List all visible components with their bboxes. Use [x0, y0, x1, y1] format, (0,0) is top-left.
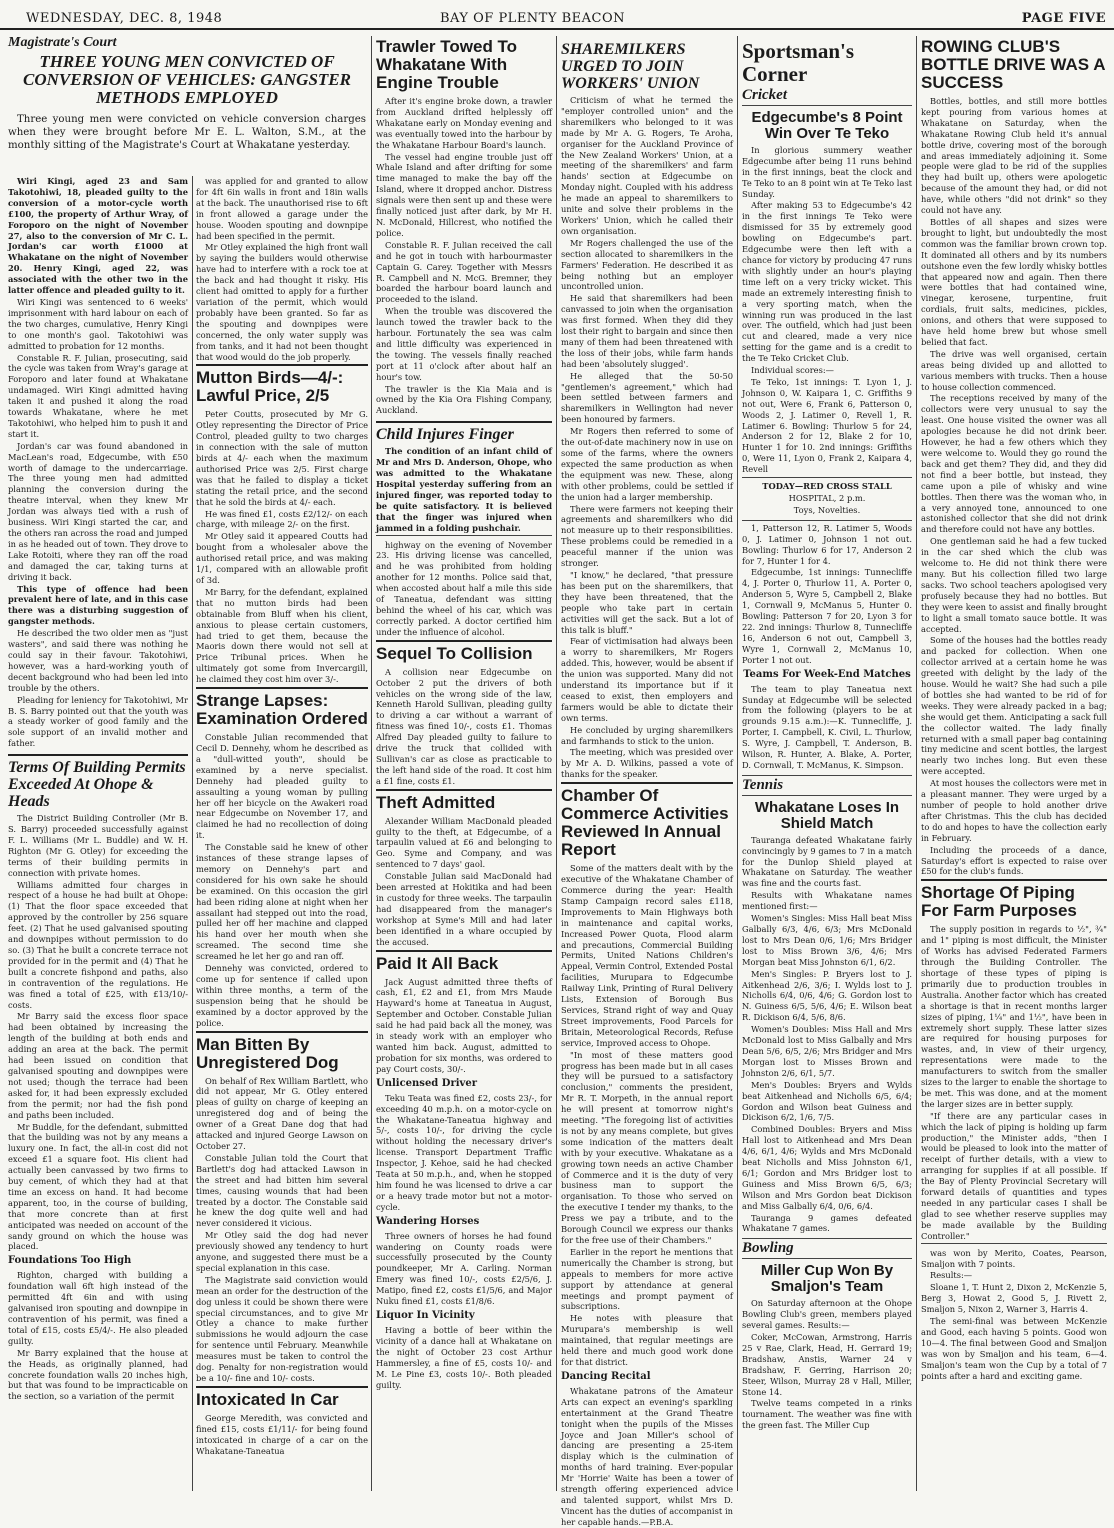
rowing-para: Bottles, bottles, and still more bottles kept pouring from various homes at Whakatane on Saturday, when the Whakatane Rowing Club held it's annual bottle drive, covering most of the borough and areas immediately adjoining it. Some people were glad to be rid of the supplies they had built up, others were apologetic because of the amount they had, or did not have, while others "did not drink" so they could not have any. — [921, 96, 1107, 216]
tennis-para: Tauranga defeated Whakatane fairly convincingly by 9 games to 7 in a match for the Dunlop Shield played at Whakatane on Saturday. The weather was fine and the courts fast. — [742, 834, 912, 889]
cricket-para: 1, Patterson 12, R. Latimer 5, Woods 0, J. Latimer 0, Johnson 1 not out. Bowling: Thurlow 6 for 17, Anderson 2 for 7, Hunter 1 for 4. — [742, 522, 912, 566]
tennis-para: Results with Whakatane names mentioned first:— — [742, 890, 912, 912]
court-para: was applied for and granted to allow for 4ft 6in walls in front and 18in walls at the back. The unauthorised rise to 6ft in front allowed a garage under the house. Wooden spouting and downpipe had been specified in the permit. — [196, 176, 368, 241]
horses-headline: Wandering Horses — [376, 1215, 480, 1227]
trawler-para: After it's engine broke down, a trawler from Auckland drifted helplessly off Whakatane early on Monday evening and was eventually towed into the harbour by the Whakatane Harbour Board's launch. — [376, 96, 552, 150]
miller-continued: Sloane 1, T. Hunt 2, Dixon 2, McKenzie 5, Berg 3, Howat 2, Good 5, J. Rivett 2, Smaljon 5, Nixon 2, Warner 3, Harris 4. — [921, 1282, 1107, 1315]
court-para: This type of offence had been prevalent here of late, and in this case there was a disturbing suggestion of gangster methods. — [8, 583, 188, 627]
intox-headline: Intoxicated In Car — [196, 1386, 368, 1409]
lapses-para: Dennehy was convicted, ordered to come up for sentence if called upon within three months, a term of the suspension being that he should be examined by a doctor approved by the police. — [196, 963, 368, 1028]
court-para: Mr Otley explained the high front wall by saying the builders would otherwise have had to interfere with a rock toe at the back and had thought it risky. His client had omitted to apply for a further variation of the permit, which would probably have been granted. So far as the spouting and downpipes were concerned, the only water supply was from tanks, and it had not been thought that wood would do the job properly. — [196, 242, 368, 362]
mutton-para: Mr Otley said it appeared Coutts had bought from a wholesaler above the authorised retail price, and was making 1/1, compared with an allowable profit of 3d. — [196, 531, 368, 585]
bowling-para: On Saturday afternoon at the Ohope Bowling Club's green, members played several games. Results:— — [742, 1298, 912, 1331]
rowing-para: One gentleman said he had a few tucked in the car shed which the club was welcome to. He did not think there were many. But his collection filled two large sacks. Two school teachers apologised very profusely because they had no bottles. But they were keen to assist and finally brought to light a small tomato sauce bottle. It was accepted. — [921, 536, 1107, 634]
column-rule — [916, 36, 917, 1491]
issue-date: WEDNESDAY, DEC. 8, 1948 — [26, 11, 223, 26]
share-para: Fear of victimisation had always been a worry to sharemilkers, Mr Rogers added. This, however, would be absent if the union was supported. Many did not understand its importance but if it ceased to exist, then employers and farmers would be able to dictate their own terms. — [561, 636, 733, 723]
dancing-para: Whakatane patrons of the Amateur Arts can expect an evening's sparkling entertainment at the Grand Theatre tonight when the pupils of the Misses Joyce and Joan Miller's school of dancing are presenting a 25-item display which is the culmination of months of hard training. Ever-popular Mr 'Horrie' Waite has been a tower of strength offering experienced advice and talented support, whilst Mrs D. Vincent has the duties of accompanist in her capable hands.—P.B.A. — [561, 1385, 733, 1527]
bowling-para: Coker, McCowan, Armstrong, Harris 25 v Rae, Clark, Head, H. Gerrard 19; Bradshaw, Anstis, Warner 24 v Bradshaw, F. Gerring, Harrison 20; Steer, Wilson, Murray 28 v Hall, Miller, Stone 14. — [742, 1332, 912, 1397]
tennis-para: Men's Singles: P. Bryers lost to J. Aitkenhead 2/6, 3/6; I. Wylds lost to J. Nicholls 6/4, 0/6, 4/6; G. Gordon lost to N. Guiness 6/5, 5/6, 4/6; E. Wilson beat R. Dickison 6/4, 5/6, 8/6. — [742, 968, 912, 1023]
tennis-para: Men's Doubles: Bryers and Wylds beat Aitkenhead and Nicholls 6/5, 6/4; Gordon and Wilson beat Guiness and Dickison 6/2, 1/6, 7/5. — [742, 1079, 912, 1123]
paid-headline: Paid It All Back — [376, 950, 552, 973]
red-cross-ad — [742, 477, 912, 521]
miller-headline: Miller Cup Won By Smaljon's Team — [742, 1258, 912, 1295]
column-rule — [556, 36, 557, 1491]
finger-text: The condition of an infant child of Mr and Mrs D. Anderson, Ohope, who was admitted to the Whakatane Hospital yesterday suffering from an injured finger, was reported today to be quite satisfactory. It is believed that the finger was injured when jammed in a folding pushchair. — [376, 446, 552, 533]
share-para: Mr Rogers challenged the use of the section allocated to sharemilkers in the Farmers' Federation. He described it as being nothing but an employer uncontrolled union. — [561, 237, 733, 292]
column-rule — [371, 36, 372, 1491]
teams-para: The team to play Taneatua next Sunday at Edgecumbe will be selected from the following (players to be at grounds 9.15 a.m.):—K. Tunnecliffe, J. Porter, I. Campbell, K. Civil, L. Thurlow, S. Wyre, J. Campbell, T. Anderson, B. Wilson, R. Hunter, A. Blake, A. Porter, D. Cornwall, T. McManus, K. Simpson. — [742, 683, 912, 770]
theft-para: Alexander William MacDonald pleaded guilty to the theft, at Edgecumbe, of a tarpaulin valued at £6 and belonging to Geo. Syme and Company, and was sentenced to 7 days' gaol. — [376, 815, 552, 870]
column-2 — [196, 176, 368, 1491]
intox-para: George Meredith, was convicted and fined £15, costs £1/11/- for being found intoxicated in charge of a car on the Whakatane-Taneatua — [196, 1412, 368, 1456]
dog-para: Mr Otley said the dog had never previously showed any tendency to hurt anyone, and suggested there must be a special explanation in this case. — [196, 1230, 368, 1273]
court-deck: Three young men were convicted on vehicle conversion charges when they were brought before Mr E. L. Walton, S.M., at the monthly sitting of the Magistrate's Court at Whakatane yesterday. — [8, 113, 366, 151]
tennis-para: Women's Singles: Miss Hall beat Miss Galbally 6/3, 4/6, 6/3; Mrs McDonald lost to Mrs Dean 0/6, 1/6; Mrs Bridger lost to Miss Brown 3/6, 4/6; Mrs Morgan beat Miss Johnston 6/1, 6/2. — [742, 913, 912, 967]
sequel-headline: Sequel To Collision — [376, 640, 552, 663]
mutton-para: Peter Coutts, prosecuted by Mr G. Otley representing the Director of Price Control, pleaded guilty to two charges in connection with the sale of mutton birds at 4/- each when the maximum authorised Price was 2/5. First charge was that he failed to display a ticket stating the retail price, and the second that he sold the birds at 4/- each. — [196, 409, 368, 507]
theft-para: Constable Julian said MacDonald had been arrested at Hokitika and had been in custody for three weeks. The tarpaulin had disappeared from the manager's workshop at Syme's Mill and had later been identified in a whare occupied by the accused. — [376, 871, 552, 947]
rowing-para: The receptions received by many of the collectors were very unusual to say the least. One house visited the owner was all apologies because he did not drink beer. However, he had a few others which they were welcome to. Would they go round the back and get them? They did, and they did not find a beer bottle, but instead, they came upon a pile of whisky and wine bottles. Then there was the woman who, in a very annoyed tone, announced to one astonished collector that she did not drink and therefore could not have any bottles. — [921, 393, 1107, 535]
column-rule — [737, 36, 738, 1491]
building-para: Righton, charged with building a foundation wall 6ft high instead of the permitted 4ft 6in and with using galvanised iron spouting and downpipe in contravention of his permit, was fined a total of £15, costs £5/4/-. He also pleaded guilty. — [8, 1270, 188, 1346]
tennis-para: Combined Doubles: Bryers and Miss Hall lost to Aitkenhead and Mrs Dean 4/6, 6/1, 4/6; Wylds and Mrs McDonald beat Nicholls and Miss Johnston 6/1, 6/1; Gordon and Mrs Bridger lost to Guiness and Miss Brown 6/5, 6/3; Wilson and Mrs Gordon beat Dickison and Miss Galbally 6/4, 0/6, 6/4. — [742, 1124, 912, 1211]
court-section-label: Magistrate's Court — [8, 35, 117, 50]
share-headline: SHAREMILKERS URGED TO JOIN WORKERS' UNION — [561, 41, 700, 92]
column-5 — [742, 36, 912, 1491]
unlicensed-para: Teku Teata was fined £2, costs 23/-, for exceeding 40 m.p.h. on a motor-cycle on the Whakatane-Taneatua highway and 5/-, costs 10/-, for driving the cycle without holding the necessary driver's license. Transport Department Traffic Inspector, J. Kehoe, said he had checked Teata at 50 m.p.h., and, when he stopped him found he was licensed to drive a car or a heavy trade motor but not a motor-cycle. — [376, 1092, 552, 1212]
chamber-para: He notes with pleasure that Murupara's membership is well maintained, that regular meetings are held there and much good work done for that district. — [561, 1313, 733, 1367]
trawler-headline: Trawler Towed To Whakatane With Engine Trouble — [376, 37, 518, 92]
paper-title: BAY OF PLENTY BEACON — [440, 11, 625, 26]
dog-headline: Man Bitten By Unregistered Dog — [196, 1031, 368, 1072]
mutton-para: He was fined £1, costs £2/12/- on each charge, with mileage 2/- on the first. — [196, 508, 368, 530]
rowing-para: Including the proceeds of a dance, Saturday's effort is expected to raise over £50 for the club's funds. — [921, 844, 1107, 877]
trawler-para: The trawler is the Kia Maia and is owned by the Kia Ora Fishing Company, Auckland. — [376, 383, 552, 416]
building-para: Williams admitted four charges in respect of a house he had built at Ohope: (1) That the floor space exceeded that approved by the controller by 256 square feet. (2) That he used galvanised spouting and downpipes without permission to do so. (3) That he built a concrete terrace not provided for in the permit and (4) That he built a concrete fishpond and paths, also in contravention of the regulations. He was fined a total of £25, with £13/10/- costs. — [8, 879, 188, 1010]
share-para: He concluded by urging sharemilkers and farmhands to stick to the union. — [561, 724, 733, 746]
trawler-para: The vessel had engine trouble just off Whale Island and after drifting for some time managed to make the bay off the Island, where it dropped anchor. Distress signals were then sent up and these were finally noticed just after dark, by Mr H. N. McDonald, Hillcrest, who notified the police. — [376, 151, 552, 238]
lapses-headline: Strange Lapses: Examination Ordered — [196, 687, 368, 728]
edgecumbe-headline: Edgecumbe's 8 Point Win Over Te Teko — [742, 105, 912, 142]
dog-para: The Magistrate said conviction would mean an order for the destruction of the dog unless it could be shown there were special circumstances, and to give Mr Otley a chance to make further submissions he would adjourn the case for sentence until February. Meanwhile measures must be taken to control the dog. Penalty for non-registration would be a 10/- fine and 10/- costs. — [196, 1274, 368, 1383]
court-headline: THREE YOUNG MEN CONVICTED OF CONVERSION OF VEHICLES: GANGSTER METHODS EMPLOYED — [23, 51, 351, 107]
mutton-para: Mr Barry, for the defendant, explained that no mutton birds had been obtainable from Bluff when his client, anxious to please certain customers, had tried to get them, because the Maoris down there would not sell at Price Tribunal prices. When he ultimately got some from Invercargill, he claimed they cost him over 3/-. — [196, 586, 368, 685]
piping-para: The supply position in regards to ½", ¾" and 1" piping is most difficult, the Minister of Works has advised Federated Farmers through the Building Controller. The shortage of these types of piping is primarily due to production troubles in Australia. Another factor which has created a shortage is that in recent months larger sizes of piping, 1¼" and 1½", have been in extremely short supply. These latter sizes are required for housing purposes for wastes, and, in view of their urgency, representations were made to the manufacturers to switch from the smaller sizes to the larger to enable the shortage to be met. This was done, and at the moment the larger sizes are in better supply. — [921, 924, 1107, 1109]
court-para: Wiri Kingi, aged 23 and Sam Takotohiwi, 18, pleaded guilty to the conversion of a motor-cycle worth £100, the property of Arthur Wray, of Foroporo on the night of November 27, also to the conversion of Mr C. L. Jordan's car worth £1000 at Whakatane on the night of November 20. Henry Kingi, aged 22, was associated with the other two in the latter offence and pleaded guilty to it. — [8, 176, 188, 296]
liquor-headline: Liquor In Vicinity — [376, 1310, 475, 1321]
rowing-para: The drive was well organised, certain areas being divided up and allotted to various members with trucks. Then a house to house collection commenced. — [921, 348, 1107, 392]
building-para: Mr Buddle, for the defendant, submitted that the building was not by any means a luxury one. In fact, the all-in cost did not exceed £1 a square foot. His client had actually been canvassed by two firms to buy cement, of which they had at that time an excess on hand. It had become apparent, too, in the course of building, that more concrete than at first anticipated was needed on account of the sandy ground on which the house was placed. — [8, 1121, 188, 1252]
rowing-para: Bottles of all shapes and sizes were brought to light, but undoubtedly the most common was the familiar brown crown top. It dominated all others and by its numbers outshone even the few lordly whisky bottles that appeared now and again. Then there were bottles that had contained wine, vinegar, kerosene, turpentine, fruit cordials, fruit salts, medicines, pickles, onions, and others that were supposed to have held home brew but whose smell belied that fact. — [921, 216, 1107, 347]
cricket-label: Cricket — [742, 87, 787, 103]
dog-para: On behalf of Rex William Bartlett, who did not appear, Mr G. Otley entered pleas of guilty on charge of keeping an unregistered dog and of being the owner of a Great Dane dog that had attacked and injured George Lawson on October 27. — [196, 1075, 368, 1151]
rowing-headline: ROWING CLUB'S BOTTLE DRIVE WAS A SUCCESS — [921, 37, 1105, 92]
court-header-block — [8, 36, 366, 171]
miller-continued: Results:— — [930, 1270, 973, 1281]
cricket-para: In glorious summery weather Edgecumbe after being 11 runs behind in the first innings, beat the clock and Te Teko to an 8 point win at Te Teko last Sunday. — [742, 144, 912, 199]
piping-para: "If there are any particular cases in which the lack of piping is holding up farm production," the Minister adds, "then I would be pleased to look into the matter of receipt of further details, with a view to arranging for supplies if at all possible. If the Bay of Plenty Provincial Secretary will forward details of quantities and types needed in any particular cases I shall be glad to see whether reserve supplies may be made available by the Building Controller." — [921, 1110, 1107, 1241]
chamber-para: Some of the matters dealt with by the executive of the Whakatane Chamber of Commerce during the year: Health Stamp Campaign record sales £118, Improvements to Main Highways both in maintenance and capital works, Increased Power Quota, Flood alarm and precautions, Commercial Building Permits, United Nations Children's Appeal, Vermin Control, Extended Postal facilities, Murupara to Edgecumbe Railway Link, Printing of Rural Delivery Lists, Extension of Borough Bus Services, Strand right of way and Quay Street improvements, Food Parcels for Britain, Meteorological Records, Refuse service, Improved access to Ohope. — [561, 863, 733, 1048]
chamber-para: "In most of these matters good progress has been made but in all cases they will be pursued to a satisfactory conclusion," comments the president, Mr R. T. Morpeth, in the annual report he will present at tomorrow night's meeting. "The foregoing list of activities is not by any means complete, but gives some indication of the matters dealt with by your executive. Whakatane as a growing town needs an active Chamber of Commerce and it is the duty of very business man to support the organisation. To those who served on the executive I tender my thanks, to the Press we pay a tribute, and to the Borough Council we express our thanks for the free use of their Chambers." — [561, 1049, 733, 1245]
share-para: The meeting, which was presided over by Mr A. D. Wilkins, passed a vote of thanks for the speaker. — [561, 747, 733, 780]
tennis-label: Tennis — [742, 775, 912, 791]
tennis-para: Women's Doubles: Miss Hall and Mrs McDonald lost to Miss Galbally and Mrs Dean 5/6, 6/5, 2/6; Mrs Bridger and Mrs Morgan lost to Misses Brown and Johnston 2/6, 6/1, 5/7. — [742, 1024, 912, 1078]
sequel-para: A collision near Edgecumbe on October 2 put the drivers of both vehicles on the wrong side of the law, Kenneth Harold Sullivan, pleading guilty to driving a car without a warrant of fitness was fined 10/-, costs £1. Thomas Alfred Day pleaded guilty to failure to drive the truck that collided with Sullivan's car as close as practicable to the left hand side of the road. It cost him a £1 fine, costs £1. — [376, 666, 552, 786]
column-3 — [376, 36, 552, 1491]
unlicensed-headline: Unlicensed Driver — [376, 1077, 477, 1089]
page-number: PAGE FIVE — [1021, 11, 1106, 26]
column-4 — [561, 36, 733, 1527]
rowing-para: Some of the houses had the bottles ready and packed for collection. When one collector arrived at a certain home he was greeted with delight by the lady of the house. Would he wait? She had such a pile of bottles she had wanted to be rid of for weeks. They were already packed in a bag; she would get them. Anticipating a sack full the collector waited. The lady finally returned with a small paper bag containing tiny medicine and scent bottles, the largest nearly two inches long. But even these were accepted. — [921, 635, 1107, 777]
dancing-headline: Dancing Recital — [561, 1370, 651, 1382]
share-para: Criticism of what he termed the "employer controlled union" and the sharemilkers who belonged to it was made by Mr A. G. Rogers, Te Aroha, organiser for the Auckland Province of the New Zealand Workers' Union, at a meeting of the sharemilkers' and farm hands' section at Edgecumbe on Monday night. Coupled with his address he made an appeal to sharemilkers to unite and solve their problems in the Workers' Union, which he called their own organisation. — [561, 95, 733, 236]
column-rule — [192, 176, 193, 1491]
share-para: He said that sharemilkers had been canvassed to join when the organisation was first formed. When they did they lost their right to bargain and since then many of them had been threatened with the loss of their jobs, while farm hands had been 'absolutely slugged'. — [561, 293, 733, 369]
cricket-para: Te Teko, 1st innings: T. Lyon 1, J. Johnson 0, W. Kaipara 1, C. Griffiths 9 not out, Were 6, Frank 6, Patterson 0, Woods 2, J. Latimer 0, Revell 1, R. Latimer 6. Bowling: Thurlow 5 for 24, Anderson 2 for 12, Blake 2 for 10, Hunter 1 for 10. 2nd innings: Griffiths 0, Were 11, Lyon 0, Frank 2, Kaipara 4, Revell — [742, 376, 912, 475]
tennis-para: Tauranga 9 games defeated Whakatane 7 games. — [742, 1212, 912, 1234]
theft-headline: Theft Admitted — [376, 789, 552, 812]
masthead — [0, 0, 1114, 30]
cricket-para: After making 53 to Edgecumbe's 42 in the first innings Te Teko were dismissed for 35 by extremely good bowling on Edgecumbe's part. Edgecumbe were then left with a chance for victory by producing 47 runs with slightly under an hour's playing time left on a very tricky wicket. This made an extremely interesting finish to a very sporting match, when the winning run was produced in the last over. The outfield, which had just been cut and cleared, made a very nice setting for the game and is a credit to the Te Teko Cricket Club. — [742, 200, 912, 364]
miller-continued: The semi-final was between McKenzie and Good, each having 5 points. Good won 10—4. The final between Good and Smaljon was won by Smaljon and his team, 6—4. Smaljon's team won the Cup by a total of 7 points after a hard and exciting game. — [921, 1316, 1107, 1381]
intox-continued: highway on the evening of November 23. His driving license was cancelled, and he was prohibited from holding another for 12 months. Police said that, when accosted about half a mile this side of Taneatua, defendant was sitting behind the wheel of his car, which was correctly parked. A doctor certified him under the influence of alcohol. — [376, 535, 552, 638]
liquor-para: Having a bottle of beer within the vicinity of a dance hall at Whakatane on the night of October 23 cost Arthur Hammersley, a fine of £5, costs 10/- and M. Le Pine £3, costs 10/-. Both pleaded guilty. — [376, 1325, 552, 1390]
bowling-label: Bowling — [742, 1238, 912, 1254]
share-para: Mr Rogers then referred to some of the out-of-date machinery now in use on some of the farms, where the owners expected the same production as when the equipment was new. These, along with other problems, could be settled if the union had a larger membership. — [561, 426, 733, 502]
building-headline: Terms Of Building Permits Exceeded At Ohope & Heads — [8, 754, 188, 810]
chamber-headline: Chamber Of Commerce Activities Reviewed In Annual Report — [561, 782, 733, 859]
ad-title: TODAY—RED CROSS STALL — [762, 481, 892, 492]
paid-para: Jack August admitted three thefts of cash, £1, £2 and £1, from Mrs Maude Hayward's home at Taneatua in August, September and October. Constable Julian said he had paid back all the money, was in steady work with an employer who wanted him back. August, admitted to probation for six months, was ordered to pay Court costs, 30/-. — [376, 976, 552, 1074]
building-subhead: Foundations Too High — [8, 1255, 132, 1267]
chamber-para: Earlier in the report he mentions that numerically the Chamber is strong, but appeals to members for more active support by attendance at general meetings and prompt payment of subscriptions. — [561, 1246, 733, 1312]
building-para: The District Building Controller (Mr B. S. Barry) proceeded successfully against F. L. Williams (Mr L. Buddle) and W. H. Righton (Mr G. Otley) for exceeding the terms of their building permits in connection with private homes. — [8, 813, 188, 878]
court-para: Jordan's car was found abandoned in MacLean's road, Edgecumbe, with £50 worth of damage to the undercarriage. The three young men had admitted planning the conversion during the theatre interval, when they knew Mr Jordan was always tied with a rush of business. Wiri Kingi started the car, and the others ran across the road and jumped in as he headed out of town. They drove to Lake Rotoiti, where they ran off the road and damaged the car, taking turns at driving it back. — [8, 440, 188, 582]
trawler-para: When the trouble was discovered the launch towed the trawler back to the harbour. Fortunately the sea was calm and little difficulty was experienced in the towing. The vessels finally reached port at 11 o'clock after about half an hour's tow. — [376, 306, 552, 382]
lapses-para: Constable Julian recommended that Cecil D. Dennehy, whom he described as a "dull-witted youth", should be examined by a nerve specialist. Dennehy had pleaded guilty to assaulting a young woman by pulling her off her bicycle on the Awakeri road near Edgecumbe on November 17, and claimed he had no recollection of doing it. — [196, 732, 368, 841]
dog-para: Constable Julian told the Court that Bartlett's dog had attacked Lawson in the street and had bitten him several times, causing wounds that had been treated by a doctor. The Constable said he knew the dog quite well and had never considered it vicious. — [196, 1152, 368, 1229]
cricket-para: Individual scores:— — [751, 365, 834, 376]
rowing-para: At most houses the collectors were met in a pleasant manner. They were urged by a number of people to hold another drive after Christmas. This the club has decided to do and hopes to have the collection early in February. — [921, 778, 1107, 843]
piping-headline: Shortage Of Piping For Farm Purposes — [921, 879, 1107, 920]
mutton-headline: Mutton Birds—4/-: Lawful Price, 2/5 — [196, 364, 368, 405]
court-para: He described the two older men as "just wasters", and said there was nothing he could say in their favour. Takotohiwi, however, was a hard-working youth of decent background who had been led into trouble by the others. — [8, 628, 188, 693]
bowling-para: Twelve teams competed in a rinks tournament. The weather was fine with the green fast. The Miller Cup — [742, 1398, 912, 1431]
shield-headline: Whakatane Loses In Shield Match — [742, 795, 912, 832]
court-para: Pleading for leniency for Takotohiwi, Mr B. S. Barry pointed out that the youth was a steady worker of good family and the sole support of an invalid mother and father. — [8, 694, 188, 749]
teams-headline: Teams For Week-End Matches — [743, 668, 911, 680]
horses-para: Three owners of horses he had found wandering on County roads were successfully prosecuted by the County poundkeeper, Mr A. Carling. Norman Emery was fined 10/-, costs £2/5/6, J. Matipo, fined £2, costs £1/5/6, and Major Nuku fined £1, costs £1/8/6. — [376, 1230, 552, 1307]
share-para: He alleged that the 50-50 "gentlemen's agreement," which had been settled between farmers and sharemilkers in Wellington had never been honoured by farmers. — [561, 370, 733, 425]
court-para: Wiri Kingi was sentenced to 6 weeks' imprisonment with hard labour on each of the two charges, cumulative, Henry Kingi to one month's gaol. Takotohiwi was admitted to probation for 12 months. — [8, 296, 188, 351]
sports-header: Sportsman's Corner — [742, 39, 855, 86]
ad-place: HOSPITAL, 2 p.m. — [788, 493, 866, 503]
building-para: Mr Barry explained that the house at the Heads, as originally planned, had concrete foundation walls 20 inches high, but that was found to be impracticable on the section, so a variation of the permit — [8, 1347, 188, 1402]
share-para: "I know," he declared, "that pressure has been put on the sharemilkers, that they have been threatened, that the people who take part in certain activities will get the sack. But a lot of this talk is bluff." — [561, 569, 733, 635]
court-para: Constable R. F. Julian, prosecuting, said the cycle was taken from Wray's garage at Foroporo and later found at Whakatane undamaged. Wiri Kingi admitted having taken it and pushed it along the road towards Whakatane, where he met Takotohiwi, who helped him to push it and start it. — [8, 352, 188, 439]
miller-continued: was won by Merito, Coates, Pearson, Smaljon with 7 points. — [921, 1243, 1107, 1270]
column-1 — [8, 176, 188, 1491]
trawler-para: Constable R. F. Julian received the call and he got in touch with harbourmaster Captain G. Carey. Together with Messrs R. Campbell and N. McG. Bremner, they boarded the harbour board launch and proceeded to the island. — [376, 239, 552, 305]
lapses-para: The Constable said he knew of other instances of these strange lapses of memory on Dennehy's part and considered for his own sake he should be examined. On this occasion the girl had been riding alone at night when her assailant had stepped out into the road, pulled her off her machine and clapped his hand over her mouth when she screamed. The second time she screamed he let her go and ran off. — [196, 842, 368, 962]
cricket-para: Edgecumbe, 1st innings: Tunnecliffe 4, J. Porter 0, Thurlow 11, A. Porter 0, Anderson 5, Wyre 5, Campbell 2, Blake 1, Cornwall 9, McManus 5, Hunter 0. Bowling: Patterson 7 for 20, Lyon 3 for 22. 2nd innings: Thurlow 8, Tunnecliffe 16, Anderson 6 not out, Campbell 3, Wyre 1, Cornwall 2, McManus 10, Porter 1 not out. — [742, 567, 912, 665]
building-para: Mr Barry said the excess floor space had been obtained by increasing the length of the building at both ends and adding an area at the back. The permit had been issued on condition that galvanised spouting and downpipes were not used; though the terrace had been asked for, it had been expressly excluded from the permit; nor had the fish pond and paths been included. — [8, 1011, 188, 1120]
ad-items: Toys, Novelties. — [793, 504, 861, 515]
share-para: There were farmers not keeping their agreements and sharemilkers who did not measure up to their responsibilities. These problems could be remedied in a peaceful manner if the union was stronger. — [561, 503, 733, 569]
column-6 — [921, 36, 1107, 1491]
finger-headline: Child Injures Finger — [376, 421, 552, 443]
